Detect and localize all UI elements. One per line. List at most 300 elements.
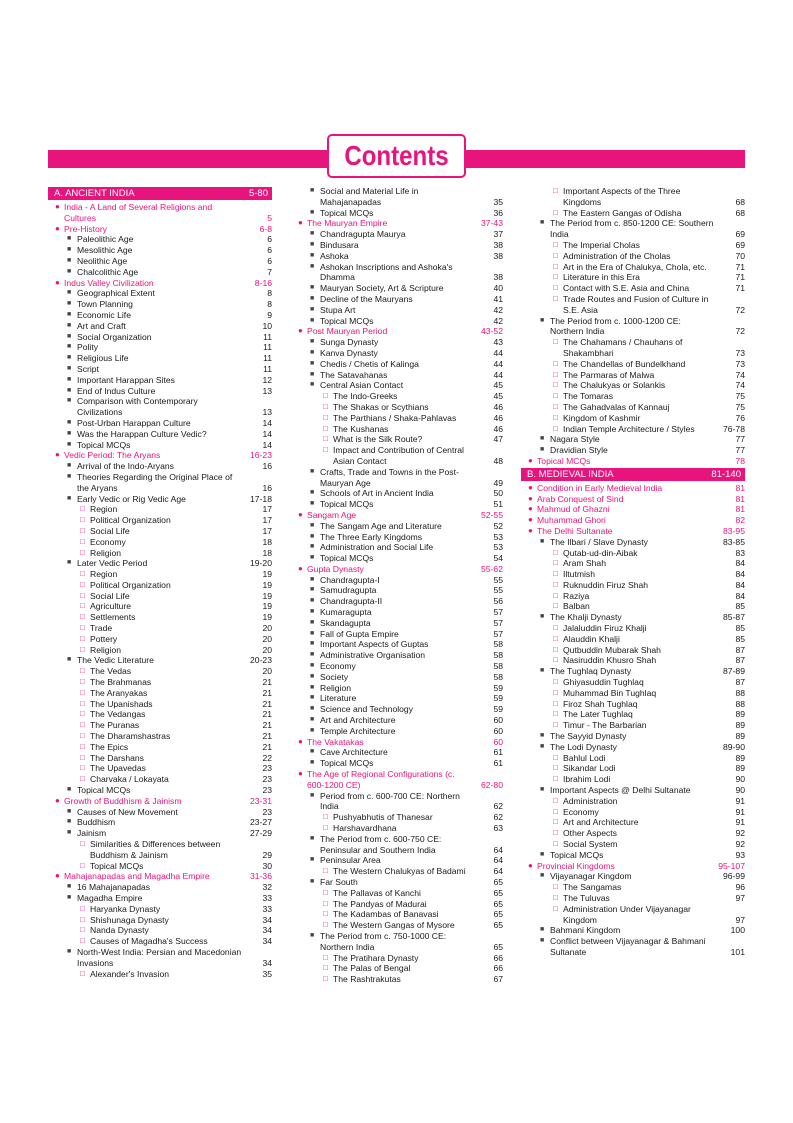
page-number: 20 bbox=[262, 633, 272, 644]
bullet-hollow-square-icon: □ bbox=[323, 391, 328, 401]
toc-chapter[interactable] bbox=[48, 450, 272, 461]
toc-topic[interactable] bbox=[48, 440, 272, 451]
toc-topic[interactable] bbox=[291, 683, 503, 694]
toc-chapter[interactable] bbox=[48, 202, 272, 224]
toc-topic[interactable] bbox=[291, 305, 503, 316]
toc-subtopic[interactable] bbox=[48, 720, 272, 731]
bullet-square-icon: ■ bbox=[310, 608, 315, 616]
toc-subtopic[interactable] bbox=[48, 548, 272, 559]
toc-topic[interactable] bbox=[521, 316, 745, 338]
entry-title: Literature in this Era bbox=[563, 272, 640, 283]
toc-subtopic[interactable] bbox=[48, 969, 272, 980]
toc-topic[interactable] bbox=[48, 418, 272, 429]
toc-subtopic[interactable] bbox=[521, 380, 745, 391]
entry-title: Harshavardhana bbox=[333, 823, 397, 834]
toc-topic[interactable] bbox=[48, 364, 272, 375]
toc-topic[interactable] bbox=[291, 791, 503, 813]
page-number: 85-87 bbox=[723, 612, 745, 623]
toc-subtopic[interactable] bbox=[48, 526, 272, 537]
bullet-dot-icon: ● bbox=[528, 525, 533, 535]
toc-topic[interactable] bbox=[48, 396, 272, 418]
toc-chapter[interactable] bbox=[291, 510, 503, 521]
entry-title: Temple Architecture bbox=[320, 725, 396, 736]
page-number: 6 bbox=[267, 234, 272, 245]
toc-topic[interactable] bbox=[48, 256, 272, 267]
toc-chapter[interactable] bbox=[521, 456, 745, 467]
toc-subtopic[interactable] bbox=[521, 763, 745, 774]
toc-topic[interactable] bbox=[48, 321, 272, 332]
entry-title: The Brahmanas bbox=[90, 677, 152, 688]
toc-subtopic[interactable] bbox=[521, 413, 745, 424]
toc-subtopic[interactable] bbox=[291, 812, 503, 823]
entry-title: Neolithic Age bbox=[77, 255, 128, 266]
toc-subtopic[interactable] bbox=[521, 796, 745, 807]
entry-title: Shishunaga Dynasty bbox=[90, 914, 169, 925]
toc-subtopic[interactable] bbox=[521, 370, 745, 381]
page-number: 23-31 bbox=[250, 795, 272, 806]
toc-topic[interactable] bbox=[48, 893, 272, 904]
bullet-hollow-square-icon: □ bbox=[553, 720, 558, 730]
entry-title: Indian Temple Architecture / Styles bbox=[563, 423, 695, 434]
toc-topic[interactable] bbox=[291, 316, 503, 327]
bullet-dot-icon: ● bbox=[298, 326, 303, 336]
toc-topic[interactable] bbox=[48, 494, 272, 505]
toc-topic[interactable] bbox=[48, 288, 272, 299]
toc-subtopic[interactable] bbox=[48, 677, 272, 688]
page-number: 9 bbox=[267, 309, 272, 320]
bullet-hollow-square-icon: □ bbox=[80, 925, 85, 935]
toc-topic[interactable] bbox=[521, 925, 745, 936]
toc-topic[interactable] bbox=[291, 715, 503, 726]
toc-subtopic[interactable] bbox=[48, 753, 272, 764]
toc-chapter[interactable] bbox=[48, 278, 272, 289]
page-number: 67 bbox=[493, 974, 503, 985]
toc-subtopic[interactable] bbox=[291, 920, 503, 931]
toc-subtopic[interactable] bbox=[48, 645, 272, 656]
toc-chapter[interactable] bbox=[521, 494, 745, 505]
toc-subtopic[interactable] bbox=[521, 807, 745, 818]
bullet-square-icon: ■ bbox=[67, 883, 72, 891]
entry-title: Magadha Empire bbox=[77, 893, 143, 903]
toc-subtopic[interactable] bbox=[521, 601, 745, 612]
toc-topic[interactable] bbox=[291, 726, 503, 737]
toc-topic[interactable] bbox=[521, 871, 745, 882]
toc-topic[interactable] bbox=[291, 542, 503, 553]
toc-subtopic[interactable] bbox=[48, 612, 272, 623]
toc-subtopic[interactable] bbox=[521, 634, 745, 645]
bullet-square-icon: ■ bbox=[310, 683, 315, 691]
toc-topic[interactable] bbox=[48, 386, 272, 397]
toc-topic[interactable] bbox=[291, 251, 503, 262]
entry-title: Pottery bbox=[90, 633, 118, 644]
toc-subtopic[interactable] bbox=[48, 601, 272, 612]
entry-title: The Chandellas of Bundelkhand bbox=[563, 358, 686, 369]
entry-title: Important Aspects @ Delhi Sultanate bbox=[550, 785, 691, 796]
toc-topic[interactable] bbox=[291, 596, 503, 607]
entry-title: Chandragupta Maurya bbox=[320, 229, 406, 240]
bullet-hollow-square-icon: □ bbox=[80, 633, 85, 643]
page-number: 75 bbox=[735, 391, 745, 402]
page-number: 18 bbox=[262, 547, 272, 558]
toc-chapter[interactable] bbox=[291, 737, 503, 748]
toc-subtopic[interactable] bbox=[48, 839, 272, 861]
toc-subtopic[interactable] bbox=[521, 591, 745, 602]
page-number: 10 bbox=[262, 320, 272, 331]
toc-chapter[interactable] bbox=[521, 504, 745, 515]
toc-subtopic[interactable] bbox=[48, 936, 272, 947]
page-number: 65 bbox=[493, 898, 503, 909]
entry-title: End of Indus Culture bbox=[77, 385, 156, 396]
page-number: 41 bbox=[493, 293, 503, 304]
toc-subtopic[interactable] bbox=[48, 666, 272, 677]
toc-topic[interactable] bbox=[48, 558, 272, 569]
toc-subtopic[interactable] bbox=[521, 655, 745, 666]
toc-subtopic[interactable] bbox=[521, 186, 745, 208]
bullet-square-icon: ■ bbox=[310, 500, 315, 508]
toc-topic[interactable] bbox=[48, 234, 272, 245]
bullet-hollow-square-icon: □ bbox=[80, 731, 85, 741]
bullet-square-icon: ■ bbox=[67, 321, 72, 329]
toc-topic[interactable] bbox=[48, 375, 272, 386]
toc-topic[interactable] bbox=[48, 342, 272, 353]
toc-topic[interactable] bbox=[48, 332, 272, 343]
toc-subtopic[interactable] bbox=[291, 413, 503, 424]
toc-topic[interactable] bbox=[48, 267, 272, 278]
page-number: 37 bbox=[493, 229, 503, 240]
entry-title: Mahmud of Ghazni bbox=[537, 504, 610, 515]
toc-topic[interactable] bbox=[521, 445, 745, 456]
page-number: 6 bbox=[267, 255, 272, 266]
toc-subtopic[interactable] bbox=[291, 866, 503, 877]
toc-topic[interactable] bbox=[521, 731, 745, 742]
toc-subtopic[interactable] bbox=[521, 720, 745, 731]
toc-topic[interactable] bbox=[48, 472, 272, 494]
toc-topic[interactable] bbox=[291, 186, 503, 208]
toc-subtopic[interactable] bbox=[48, 774, 272, 785]
toc-subtopic[interactable] bbox=[521, 645, 745, 656]
toc-chapter[interactable] bbox=[521, 861, 745, 872]
entry-title: The Western Chalukyas of Badami bbox=[333, 866, 466, 877]
toc-topic[interactable] bbox=[521, 785, 745, 796]
toc-topic[interactable] bbox=[291, 855, 503, 866]
toc-subtopic[interactable] bbox=[521, 569, 745, 580]
toc-subtopic[interactable] bbox=[291, 391, 503, 402]
bullet-hollow-square-icon: □ bbox=[323, 974, 328, 984]
entry-title: The Vedangas bbox=[90, 709, 146, 720]
toc-topic[interactable] bbox=[291, 629, 503, 640]
bullet-hollow-square-icon: □ bbox=[553, 391, 558, 401]
toc-topic[interactable] bbox=[521, 936, 745, 958]
toc-subtopic[interactable] bbox=[48, 731, 272, 742]
toc-topic[interactable] bbox=[291, 240, 503, 251]
entry-title: Town Planning bbox=[77, 299, 133, 310]
entry-title: India - A Land of Several Religions and Cultures bbox=[64, 202, 213, 223]
page-number: 95-107 bbox=[718, 860, 745, 871]
toc-subtopic[interactable] bbox=[48, 623, 272, 634]
toc-subtopic[interactable] bbox=[291, 953, 503, 964]
page-number: 22 bbox=[262, 752, 272, 763]
toc-subtopic[interactable] bbox=[521, 262, 745, 273]
toc-topic[interactable] bbox=[521, 850, 745, 861]
toc-topic[interactable] bbox=[291, 650, 503, 661]
page-number: 27-29 bbox=[250, 828, 272, 839]
toc-topic[interactable] bbox=[291, 758, 503, 769]
toc-topic[interactable] bbox=[291, 348, 503, 359]
bullet-square-icon: ■ bbox=[67, 289, 72, 297]
toc-subtopic[interactable] bbox=[48, 763, 272, 774]
entry-title: Ruknuddin Firuz Shah bbox=[563, 579, 649, 590]
bullet-square-icon: ■ bbox=[540, 850, 545, 858]
toc-topic[interactable] bbox=[291, 359, 503, 370]
entry-title: Topical MCQs bbox=[90, 860, 144, 871]
toc-subtopic[interactable] bbox=[521, 904, 745, 926]
page-number: 32 bbox=[262, 882, 272, 893]
toc-topic[interactable] bbox=[291, 294, 503, 305]
toc-subtopic[interactable] bbox=[521, 283, 745, 294]
toc-chapter[interactable] bbox=[291, 326, 503, 337]
toc-topic[interactable] bbox=[291, 618, 503, 629]
toc-subtopic[interactable] bbox=[521, 402, 745, 413]
toc-subtopic[interactable] bbox=[48, 699, 272, 710]
toc-subtopic[interactable] bbox=[48, 537, 272, 548]
toc-topic[interactable] bbox=[291, 834, 503, 856]
toc-topic[interactable] bbox=[291, 931, 503, 953]
toc-topic[interactable] bbox=[291, 747, 503, 758]
toc-topic[interactable] bbox=[291, 208, 503, 219]
toc-subtopic[interactable] bbox=[291, 963, 503, 974]
toc-topic[interactable] bbox=[291, 575, 503, 586]
toc-subtopic[interactable] bbox=[521, 558, 745, 569]
toc-topic[interactable] bbox=[521, 612, 745, 623]
toc-topic[interactable] bbox=[291, 672, 503, 683]
page-number: 42 bbox=[493, 304, 503, 315]
toc-subtopic[interactable] bbox=[521, 294, 745, 316]
toc-subtopic[interactable] bbox=[48, 742, 272, 753]
toc-topic[interactable] bbox=[291, 585, 503, 596]
toc-subtopic[interactable] bbox=[521, 677, 745, 688]
toc-chapter[interactable] bbox=[521, 483, 745, 494]
toc-subtopic[interactable] bbox=[521, 337, 745, 359]
toc-subtopic[interactable] bbox=[521, 623, 745, 634]
page-number: 23 bbox=[262, 806, 272, 817]
toc-chapter[interactable] bbox=[48, 871, 272, 882]
toc-topic[interactable] bbox=[521, 742, 745, 753]
toc-topic[interactable] bbox=[291, 499, 503, 510]
toc-subtopic[interactable] bbox=[48, 688, 272, 699]
toc-subtopic[interactable] bbox=[521, 580, 745, 591]
toc-topic[interactable] bbox=[48, 947, 272, 969]
page-number: 46 bbox=[493, 401, 503, 412]
toc-topic[interactable] bbox=[291, 467, 503, 489]
toc-chapter[interactable] bbox=[291, 218, 503, 229]
toc-topic[interactable] bbox=[48, 882, 272, 893]
toc-subtopic[interactable] bbox=[521, 548, 745, 559]
toc-topic[interactable] bbox=[291, 380, 503, 391]
toc-topic[interactable] bbox=[521, 218, 745, 240]
toc-topic[interactable] bbox=[291, 370, 503, 381]
toc-chapter[interactable] bbox=[48, 224, 272, 235]
toc-subtopic[interactable] bbox=[48, 515, 272, 526]
toc-subtopic[interactable] bbox=[521, 359, 745, 370]
toc-subtopic[interactable] bbox=[521, 774, 745, 785]
entry-title: Arab Conquest of Sind bbox=[537, 493, 624, 504]
toc-subtopic[interactable] bbox=[521, 817, 745, 828]
page-number: 65 bbox=[493, 909, 503, 920]
toc-subtopic[interactable] bbox=[48, 861, 272, 872]
toc-chapter[interactable] bbox=[291, 564, 503, 575]
bullet-square-icon: ■ bbox=[67, 300, 72, 308]
bullet-hollow-square-icon: □ bbox=[80, 666, 85, 676]
page-number: 75 bbox=[735, 401, 745, 412]
page-number: 8 bbox=[267, 299, 272, 310]
page-number: 38 bbox=[493, 250, 503, 261]
page-number: 43 bbox=[493, 337, 503, 348]
toc-subtopic[interactable] bbox=[521, 828, 745, 839]
toc-topic[interactable] bbox=[291, 704, 503, 715]
bullet-hollow-square-icon: □ bbox=[80, 601, 85, 611]
toc-topic[interactable] bbox=[291, 532, 503, 543]
bullet-hollow-square-icon: □ bbox=[323, 952, 328, 962]
page-number: 64 bbox=[493, 844, 503, 855]
toc-topic[interactable] bbox=[48, 310, 272, 321]
part-heading[interactable] bbox=[521, 468, 745, 481]
toc-topic[interactable] bbox=[48, 353, 272, 364]
toc-chapter[interactable] bbox=[521, 526, 745, 537]
bullet-hollow-square-icon: □ bbox=[323, 920, 328, 930]
entry-title: Administration and Social Life bbox=[320, 542, 434, 553]
toc-subtopic[interactable] bbox=[291, 445, 503, 467]
toc-subtopic[interactable] bbox=[521, 753, 745, 764]
page-number: 59 bbox=[493, 693, 503, 704]
toc-topic[interactable] bbox=[291, 262, 503, 284]
toc-subtopic[interactable] bbox=[291, 424, 503, 435]
contents-title-box bbox=[327, 134, 466, 178]
toc-subtopic[interactable] bbox=[521, 208, 745, 219]
entry-title: Settlements bbox=[90, 612, 136, 623]
entry-title: Topical MCQs bbox=[537, 455, 591, 466]
bullet-square-icon: ■ bbox=[310, 543, 315, 551]
bullet-hollow-square-icon: □ bbox=[80, 687, 85, 697]
toc-topic[interactable] bbox=[521, 434, 745, 445]
toc-subtopic[interactable] bbox=[521, 424, 745, 435]
toc-subtopic[interactable] bbox=[291, 974, 503, 985]
toc-subtopic[interactable] bbox=[291, 402, 503, 413]
bullet-hollow-square-icon: □ bbox=[80, 612, 85, 622]
bullet-hollow-square-icon: □ bbox=[323, 823, 328, 833]
part-heading[interactable] bbox=[48, 187, 272, 200]
page-number: 57 bbox=[493, 607, 503, 618]
toc-topic[interactable] bbox=[48, 245, 272, 256]
page-number: 14 bbox=[262, 439, 272, 450]
toc-subtopic[interactable] bbox=[521, 893, 745, 904]
toc-topic[interactable] bbox=[521, 666, 745, 677]
toc-subtopic[interactable] bbox=[521, 839, 745, 850]
toc-subtopic[interactable] bbox=[48, 925, 272, 936]
toc-topic[interactable] bbox=[291, 661, 503, 672]
entry-title: The Parthians / Shaka-Pahlavas bbox=[333, 412, 457, 423]
page-number: 72 bbox=[735, 326, 745, 337]
bullet-hollow-square-icon: □ bbox=[553, 893, 558, 902]
entry-title: The Khalji Dynasty bbox=[550, 612, 622, 623]
toc-topic[interactable] bbox=[48, 299, 272, 310]
toc-subtopic[interactable] bbox=[291, 434, 503, 445]
page-number: 84 bbox=[735, 558, 745, 569]
toc-subtopic[interactable] bbox=[48, 915, 272, 926]
toc-topic[interactable] bbox=[48, 429, 272, 440]
toc-chapter[interactable] bbox=[291, 769, 503, 791]
bullet-hollow-square-icon: □ bbox=[80, 569, 85, 579]
bullet-square-icon: ■ bbox=[310, 640, 315, 648]
page-number: 81 bbox=[735, 493, 745, 504]
toc-topic[interactable] bbox=[521, 537, 745, 548]
toc-topic[interactable] bbox=[291, 877, 503, 888]
bullet-square-icon: ■ bbox=[310, 694, 315, 702]
bullet-square-icon: ■ bbox=[310, 586, 315, 594]
toc-subtopic[interactable] bbox=[48, 580, 272, 591]
toc-subtopic[interactable] bbox=[48, 591, 272, 602]
toc-topic[interactable] bbox=[291, 521, 503, 532]
toc-subtopic[interactable] bbox=[291, 909, 503, 920]
toc-topic[interactable] bbox=[291, 553, 503, 564]
bullet-hollow-square-icon: □ bbox=[80, 709, 85, 719]
toc-topic[interactable] bbox=[291, 607, 503, 618]
toc-topic[interactable] bbox=[291, 639, 503, 650]
toc-subtopic[interactable] bbox=[48, 569, 272, 580]
toc-subtopic[interactable] bbox=[48, 904, 272, 915]
toc-chapter[interactable] bbox=[521, 515, 745, 526]
toc-subtopic[interactable] bbox=[521, 882, 745, 893]
toc-subtopic[interactable] bbox=[521, 240, 745, 251]
toc-topic[interactable] bbox=[48, 817, 272, 828]
page-number: 77 bbox=[735, 434, 745, 445]
toc-topic[interactable] bbox=[291, 693, 503, 704]
entry-title: Social Life bbox=[90, 525, 130, 536]
toc-topic[interactable] bbox=[48, 807, 272, 818]
toc-subtopic[interactable] bbox=[521, 699, 745, 710]
toc-subtopic[interactable] bbox=[48, 634, 272, 645]
entry-title: The Sangam Age and Literature bbox=[320, 520, 442, 531]
toc-topic[interactable] bbox=[291, 488, 503, 499]
toc-topic[interactable] bbox=[291, 337, 503, 348]
toc-subtopic[interactable] bbox=[291, 899, 503, 910]
entry-title: The Shakas or Scythians bbox=[333, 401, 429, 412]
toc-topic[interactable] bbox=[48, 655, 272, 666]
page-number: 62 bbox=[493, 812, 503, 823]
toc-subtopic[interactable] bbox=[291, 823, 503, 834]
toc-subtopic[interactable] bbox=[521, 391, 745, 402]
toc-topic[interactable] bbox=[48, 785, 272, 796]
toc-subtopic[interactable] bbox=[521, 688, 745, 699]
toc-topic[interactable] bbox=[48, 461, 272, 472]
toc-subtopic[interactable] bbox=[48, 504, 272, 515]
toc-topic[interactable] bbox=[291, 283, 503, 294]
toc-subtopic[interactable] bbox=[291, 888, 503, 899]
toc-subtopic[interactable] bbox=[521, 272, 745, 283]
toc-chapter[interactable] bbox=[48, 796, 272, 807]
page-number: 44 bbox=[493, 369, 503, 380]
toc-topic[interactable] bbox=[291, 229, 503, 240]
toc-topic[interactable] bbox=[48, 828, 272, 839]
toc-subtopic[interactable] bbox=[48, 709, 272, 720]
toc-subtopic[interactable] bbox=[521, 709, 745, 720]
bullet-square-icon: ■ bbox=[67, 494, 72, 502]
toc-subtopic[interactable] bbox=[521, 251, 745, 262]
entry-title: The Pandyas of Madurai bbox=[333, 898, 427, 909]
page-number: 21 bbox=[262, 677, 272, 688]
page-number: 93 bbox=[735, 849, 745, 860]
entry-title: Mahajanapadas and Magadha Empire bbox=[64, 871, 210, 882]
entry-title: Chandragupta-I bbox=[320, 574, 380, 585]
